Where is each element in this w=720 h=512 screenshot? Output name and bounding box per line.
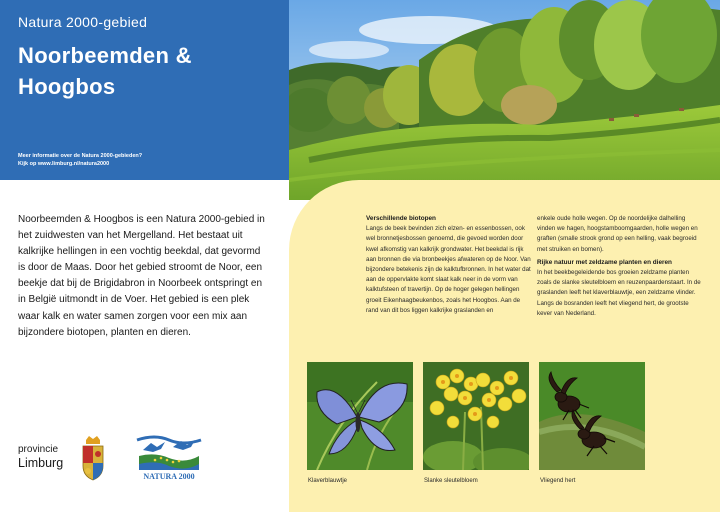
stag-beetle-photo: [539, 362, 645, 470]
natura2000-logo-icon: [135, 434, 203, 487]
section-body-nature: In het beekbegeleidende bos groeien zeldzame planten zoals de slanke sleutelbloem en reuzenpaardenstaart. In de graslanden leeft het klaverblauwtje, een zeldzame vlinder. Langs de bosranden leeft het vliegend hert, de grootste kever van Nederland.: [537, 269, 701, 317]
limburg-crest-icon: [80, 436, 106, 487]
province-label: provincie: [18, 444, 59, 455]
photo-caption: Vliegend hert: [540, 478, 576, 484]
section-body-biotopes: Langs de beek bevinden zich elzen- en essenbossen, ook wel bronnetjesbossen genoemd, die gevoed worden door kwel afkomstig van kalkrijk grondwater. Het beekdal is rijk aan bronnen die via bronbeekjes afwateren op de Noor. Van bijzondere betekenis zijn de kalktufbronnen. In het water dat aan de oppervlakte komt slaat kalk neer in de vorm van kalktufsteen of travertijn. Op de hoger gelegen hellingen groeit Eikenhaagbeukenbos, zoals het Hoogbos. Aan de rand van dit bos liggen kalkrijke graslanden en: [366, 225, 531, 314]
column-left: [366, 214, 531, 316]
butterfly-photo: [307, 362, 413, 470]
primrose-photo: [423, 362, 529, 470]
photo-caption: Slanke sleutelbloem: [424, 478, 478, 484]
column-right: [537, 214, 702, 319]
province-logo-text: [18, 444, 63, 471]
section-body-continued: enkele oude holle wegen. Op de noordelijke dalhelling vinden we hagen, hoogstamboomgaarden, holle wegen en graften (smalle strook grond op een helling, vaak begroeid met struiken en bomen).: [537, 215, 698, 253]
section-heading-nature: Rijke natuur met zeldzame planten en dieren: [537, 258, 672, 266]
header-kicker: Natura 2000-gebied: [18, 14, 148, 30]
more-info-link[interactable]: Kijk op www.limburg.nl/natura2000: [18, 161, 110, 167]
page-title: Noorbeemden & Hoogbos: [18, 43, 192, 99]
province-name: Limburg: [18, 456, 64, 470]
intro-text: Noorbeemden & Hoogbos is een Natura 2000-gebied in het zuidwesten van het Mergelland. Het bestaat uit kalkrijke hellingen in een vochtig beekdal, dat gevormd is door de Maas. Door het gebied stroomt de Noor, een beekje dat bij de Brigidabron in Noorbeek ontspringt en in België uitmondt in de Voer. Het gebied is een plek waar kalk en water samen zorgen voor een mix aan bijzondere biotopen, planten en dieren.: [18, 214, 265, 338]
more-info: [18, 152, 278, 168]
landscape-photo: [289, 0, 720, 200]
more-info-question: Meer informatie over de Natura 2000-gebieden?: [18, 153, 143, 159]
natura-logo-text: NATURA 2000: [143, 472, 195, 481]
section-heading-biotopes: Verschillende biotopen: [366, 215, 436, 222]
photo-caption: Klaverblauwtje: [308, 478, 348, 484]
